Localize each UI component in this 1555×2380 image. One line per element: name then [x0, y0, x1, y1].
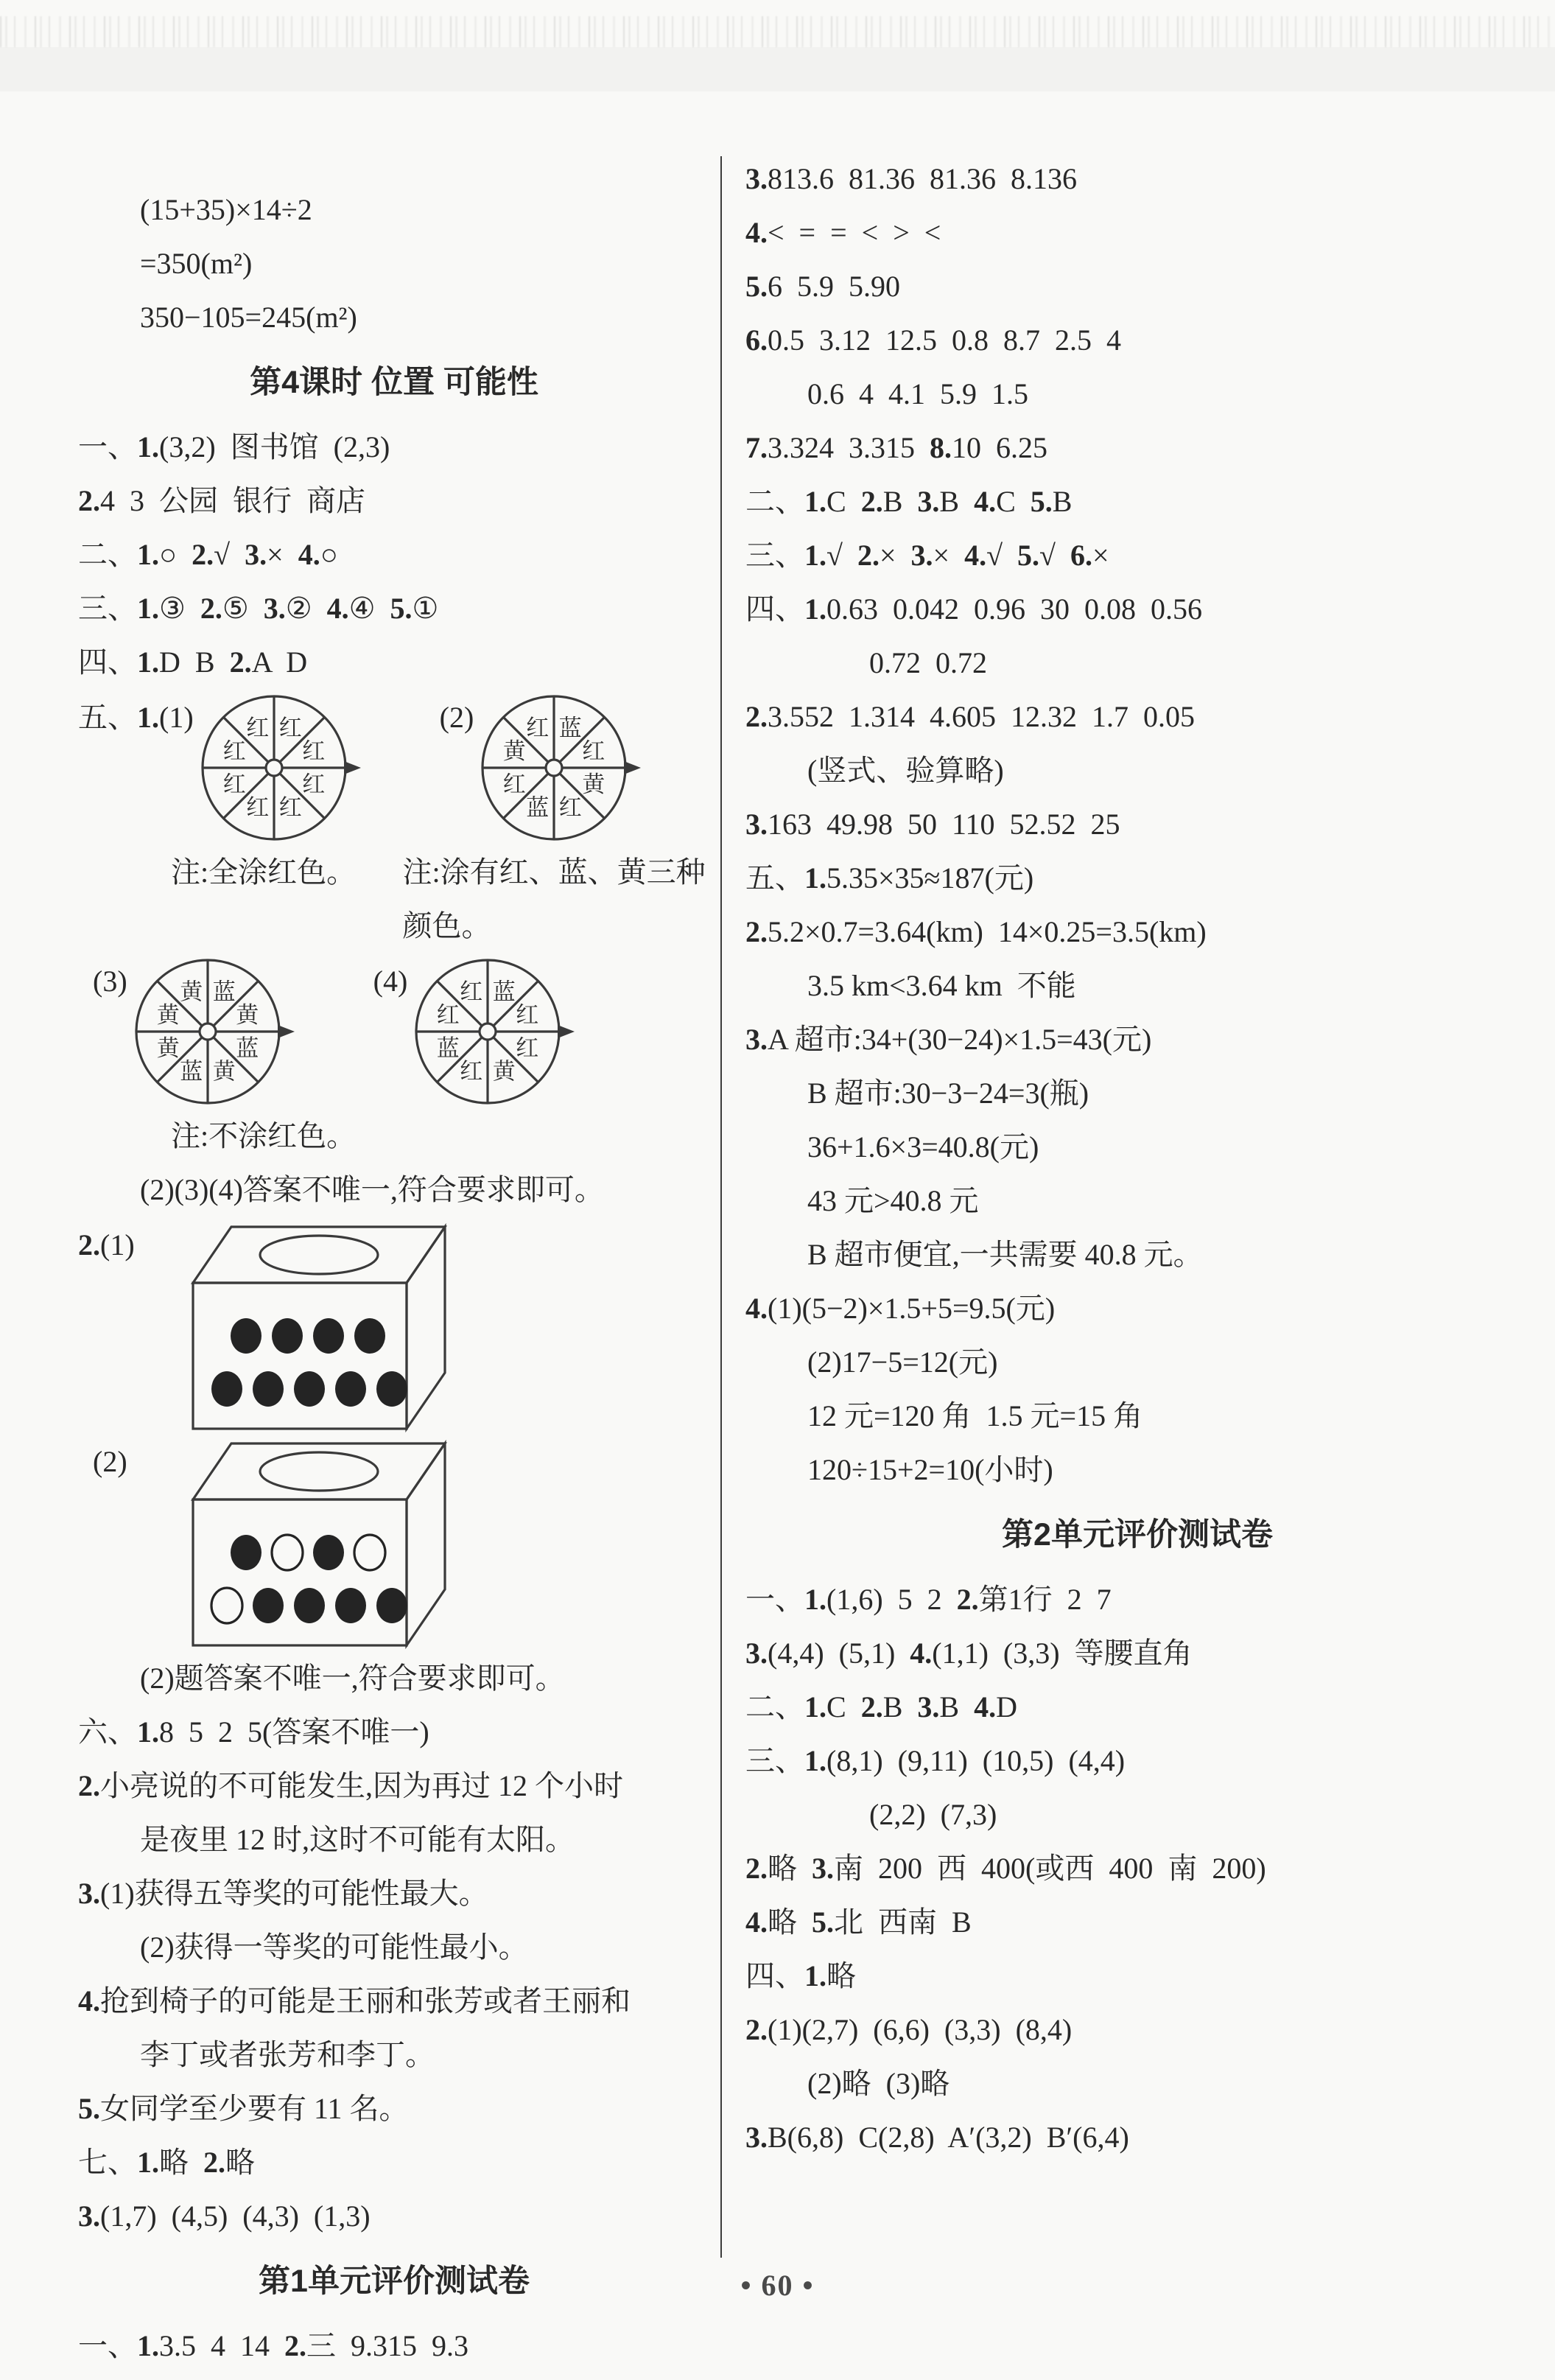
- ball-filled: [376, 1371, 407, 1407]
- spinner-sector-label: 黄: [212, 1058, 236, 1085]
- spinner-sector-label: 红: [460, 979, 483, 1005]
- spinner-sector-label: 红: [559, 794, 583, 821]
- answer-line: 2.(1)(2,7) (6,6) (3,3) (8,4): [745, 2013, 1073, 2046]
- item-label: 五、1.(1): [78, 701, 194, 734]
- answer-line: (2)题答案不唯一,符合要求即可。: [140, 1662, 565, 1695]
- answer-line: (2)获得一等奖的可能性最小。: [140, 1931, 528, 1964]
- spinner-sector-label: 红: [222, 771, 246, 797]
- ball-filled: [294, 1588, 325, 1623]
- answer-line: 2.5.2×0.7=3.64(km) 14×0.25=3.5(km): [745, 915, 1207, 948]
- answer-line: 4.< = = < > <: [745, 216, 941, 249]
- ball-filled: [294, 1371, 325, 1407]
- section-heading: 第2单元评价测试卷: [1002, 1517, 1273, 1553]
- answer-line: 120÷15+2=10(小时): [807, 1453, 1053, 1486]
- page-number: [0, 2268, 1555, 2303]
- answer-line: 二、1.C 2.B 3.B 4.D: [745, 1690, 1017, 1723]
- spinner-arrow-icon: [558, 1025, 575, 1038]
- answer-line: 五、1.5.35×35≈187(元): [745, 861, 1034, 895]
- answer-line: 四、1.D B 2.A D: [78, 645, 308, 679]
- ball-filled: [253, 1371, 284, 1407]
- scan-shade-band: [0, 47, 1555, 91]
- answer-line: 3.813.6 81.36 81.36 8.136: [745, 162, 1077, 195]
- prize-box-diagram: [189, 1435, 454, 1650]
- answer-line: 12 元=120 角 1.5 元=15 角: [807, 1399, 1143, 1432]
- diagram-note-row: [78, 845, 710, 953]
- prize-box-diagram: [189, 1218, 454, 1433]
- ball-filled: [313, 1318, 344, 1354]
- spinner-sector-label: 红: [222, 738, 246, 765]
- spinner-sector-label: 蓝: [493, 979, 516, 1005]
- answer-line: 四、1.略: [745, 1959, 856, 1992]
- answer-line: (竖式、验算略): [807, 754, 1004, 787]
- box-slot-icon: [260, 1452, 378, 1491]
- answer-line: 六、1.8 5 2 5(答案不唯一): [78, 1715, 429, 1749]
- left-column: [78, 183, 710, 2373]
- ball-filled: [335, 1371, 366, 1407]
- column-divider: [720, 156, 722, 2258]
- answer-line: 三、1.√ 2.× 3.× 4.√ 5.√ 6.×: [745, 539, 1109, 572]
- answer-line: 3.(1)获得五等奖的可能性最大。: [78, 1877, 488, 1910]
- spinner-sector-label: 红: [436, 1002, 460, 1029]
- spinner-sector-label: 红: [301, 738, 325, 765]
- spinner-sector-label: 蓝: [235, 1035, 259, 1061]
- answer-line: 36+1.6×3=40.8(元): [807, 1130, 1039, 1163]
- right-column: [745, 152, 1529, 2164]
- spinner-arrow-icon: [344, 761, 361, 774]
- ball-filled: [231, 1535, 261, 1570]
- section-heading: 第1单元评价测试卷: [259, 2264, 530, 2299]
- ball-filled: [272, 1318, 303, 1354]
- section-heading: 第4课时 位置 可能性: [250, 365, 538, 400]
- ball-empty: [211, 1588, 242, 1623]
- answer-line: 350−105=245(m²): [140, 301, 357, 334]
- answer-line: 4.(1)(5−2)×1.5+5=9.5(元): [745, 1292, 1056, 1325]
- answer-line: (2)(3)(4)答案不唯一,符合要求即可。: [140, 1173, 604, 1206]
- answer-line: 二、1.○ 2.√ 3.× 4.○: [78, 538, 338, 571]
- answer-line: 3.B(6,8) C(2,8) A′(3,2) B′(6,4): [745, 2121, 1129, 2154]
- box-slot-icon: [260, 1236, 378, 1274]
- item-label: (2): [439, 701, 474, 734]
- diagram-note: 注:全涂红色。: [171, 855, 357, 889]
- answer-line: 二、1.C 2.B 3.B 4.C 5.B: [745, 485, 1073, 518]
- spinner-sector-label: 黄: [156, 1035, 180, 1061]
- answer-line: 一、1.3.5 4 14 2.三 9.315 9.3: [78, 2329, 468, 2362]
- answer-line: =350(m²): [140, 247, 253, 280]
- answer-line: 李丁或者张芳和李丁。: [140, 2038, 435, 2071]
- spinner-sector-label: 红: [245, 715, 269, 741]
- answer-line: 4.抢到椅子的可能是王丽和张芳或者王丽和: [78, 1984, 631, 2017]
- answer-line: 3.5 km<3.64 km 不能: [807, 969, 1076, 1002]
- answer-line: 3.163 49.98 50 110 52.52 25: [745, 808, 1120, 841]
- item-label: (2): [78, 1445, 127, 1478]
- answer-line: 2.3.552 1.314 4.605 12.32 1.7 0.05: [745, 700, 1195, 733]
- spinner-sector-label: 红: [278, 715, 302, 741]
- answer-line: 0.6 4 4.1 5.9 1.5: [807, 377, 1028, 410]
- diagram-note: 注:涂有红、蓝、黄三种颜色。: [402, 855, 706, 942]
- spinner-sector-label: 黄: [179, 979, 203, 1005]
- spinner-row: [78, 690, 710, 845]
- answer-line: (2)略 (3)略: [807, 2067, 950, 2100]
- spinner-arrow-icon: [278, 1025, 295, 1038]
- answer-line: 3.A 超市:34+(30−24)×1.5=43(元): [745, 1023, 1152, 1056]
- spinner-sector-label: 红: [301, 771, 325, 797]
- ball-empty: [354, 1535, 385, 1570]
- spinner-sector-label: 红: [245, 794, 269, 821]
- spinner-sector-label: 红: [516, 1002, 539, 1029]
- answer-line: 3.(4,4) (5,1) 4.(1,1) (3,3) 等腰直角: [745, 1637, 1193, 1670]
- answer-line: (2,2) (7,3): [869, 1798, 997, 1831]
- ball-filled: [354, 1318, 385, 1354]
- answer-line: B 超市:30−3−24=3(瓶): [807, 1077, 1089, 1110]
- spinner-sector-label: 红: [582, 738, 605, 765]
- answer-line: 七、1.略 2.略: [78, 2146, 255, 2179]
- ball-filled: [231, 1318, 261, 1354]
- answer-line: B 超市便宜,一共需要 40.8 元。: [807, 1238, 1203, 1271]
- answer-line: 3.(1,7) (4,5) (4,3) (1,3): [78, 2199, 371, 2233]
- spinner-sector-label: 黄: [493, 1058, 516, 1085]
- spinner-sector-label: 蓝: [179, 1058, 203, 1085]
- spinner-sector-label: 黄: [582, 771, 605, 797]
- spinner-diagram: [412, 954, 578, 1109]
- answer-line: 5.6 5.9 5.90: [745, 270, 900, 303]
- spinner-sector-label: 蓝: [436, 1035, 460, 1061]
- spinner-sector-label: 黄: [502, 738, 526, 765]
- ball-filled: [313, 1535, 344, 1570]
- ball-filled: [253, 1588, 284, 1623]
- box-row: [78, 1435, 710, 1650]
- spinner-sector-label: 蓝: [526, 794, 550, 821]
- spinner-sector-label: 红: [278, 794, 302, 821]
- spinner-arrow-icon: [624, 761, 641, 774]
- answer-line: 三、1.③ 2.⑤ 3.② 4.④ 5.①: [78, 592, 439, 625]
- spinner-sector-label: 蓝: [559, 715, 583, 741]
- answer-line: 是夜里 12 时,这时不可能有太阳。: [140, 1823, 575, 1856]
- answer-line: 2.4 3 公园 银行 商店: [78, 484, 365, 517]
- answer-line: (2)17−5=12(元): [807, 1345, 998, 1379]
- ball-filled: [211, 1371, 242, 1407]
- answer-line: 一、1.(3,2) 图书馆 (2,3): [78, 430, 390, 463]
- answer-line: 5.女同学至少要有 11 名。: [78, 2092, 409, 2125]
- answer-line: 7.3.324 3.315 8.10 6.25: [745, 431, 1047, 464]
- spinner-row: [78, 954, 710, 1109]
- page-number-label: • 60 •: [740, 2269, 815, 2302]
- box-row: [78, 1218, 710, 1433]
- ball-empty: [272, 1535, 303, 1570]
- spinner-sector-label: 红: [460, 1058, 483, 1085]
- spinner-sector-label: 黄: [156, 1002, 180, 1029]
- spinner-diagram: [198, 690, 365, 845]
- answer-line: 0.72 0.72: [869, 646, 987, 679]
- spinner-sector-label: 红: [516, 1035, 539, 1061]
- spinner-sector-label: 红: [502, 771, 526, 797]
- item-label: 2.(1): [78, 1228, 135, 1261]
- answer-line: 2.小亮说的不可能发生,因为再过 12 个小时: [78, 1769, 623, 1802]
- ball-filled: [376, 1588, 407, 1623]
- item-label: (4): [373, 965, 408, 998]
- answer-line: 一、1.(1,6) 5 2 2.第1行 2 7: [745, 1583, 1112, 1616]
- answer-line: 43 元>40.8 元: [807, 1184, 979, 1217]
- spinner-sector-label: 黄: [235, 1002, 259, 1029]
- item-label: (3): [78, 965, 127, 998]
- spinner-sector-label: 红: [526, 715, 550, 741]
- scan-noise-band: [0, 16, 1555, 47]
- answer-line: (15+35)×14÷2: [140, 193, 312, 226]
- spinner-diagram: [132, 954, 298, 1109]
- diagram-note: 注:不涂红色。: [171, 1119, 357, 1152]
- answer-line: 4.略 5.北 西南 B: [745, 1905, 972, 1939]
- spinner-sector-label: 蓝: [212, 979, 236, 1005]
- spinner-diagram: [478, 690, 645, 845]
- ball-filled: [335, 1588, 366, 1623]
- answer-line: 2.略 3.南 200 西 400(或西 400 南 200): [745, 1852, 1266, 1885]
- answer-line: 6.0.5 3.12 12.5 0.8 8.7 2.5 4: [745, 323, 1121, 357]
- answer-line: 三、1.(8,1) (9,11) (10,5) (4,4): [745, 1744, 1126, 1777]
- answer-line: 四、1.0.63 0.042 0.96 30 0.08 0.56: [745, 592, 1202, 626]
